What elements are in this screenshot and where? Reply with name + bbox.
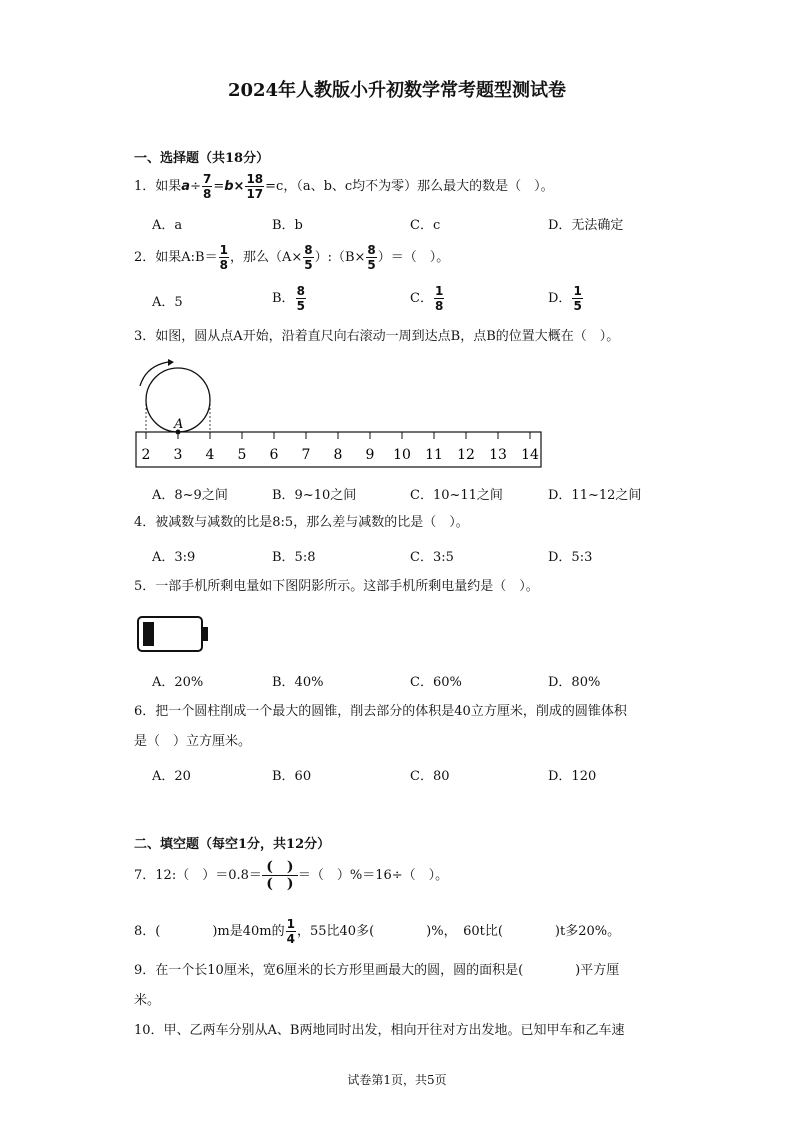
section-heading-choice: 一、选择题（共18分） [134, 151, 270, 166]
q1-option-b: B．b [272, 218, 303, 233]
q3-option-a: A．8~9之间 [152, 488, 228, 503]
q2-option-d: D． $\frac{1}{5}$ [548, 284, 582, 313]
q4-option-a: A．3:9 [152, 550, 196, 565]
q5-option-b: B．40% [272, 675, 324, 690]
question-7: 7．12:（ ）＝0.8＝ ( ) ( )＝（ ）%＝16÷（ ）。 [134, 859, 449, 892]
ruler-tick-label: 5 [237, 447, 247, 463]
q3-option-d: D．11~12之间 [548, 488, 642, 503]
ruler-tick-label: 12 [457, 447, 475, 463]
page-footer: 试卷第1页，共5页 [347, 1073, 447, 1087]
battery-terminal [203, 627, 208, 641]
point-a-label: A [174, 417, 184, 432]
q5-option-c: C．60% [410, 675, 462, 690]
question-5: 5．一部手机所剩电量如下图阴影所示。这部手机所剩电量约是（ ）。 [134, 579, 539, 594]
ruler-tick-label: 13 [489, 447, 507, 463]
ruler-tick-label: 11 [425, 447, 443, 463]
question-3: 3．如图，圆从点A开始，沿着直尺向右滚动一周到达点B，点B的位置大概在（ ）。 [134, 329, 620, 344]
q3-option-c: C．10~11之间 [410, 488, 503, 503]
ruler-tick-label: 3 [173, 447, 183, 463]
ruler-tick-label: 4 [205, 447, 215, 463]
q5-option-a: A．20% [152, 675, 204, 690]
ruler-tick-label: 2 [141, 447, 151, 463]
q1-option-a: A．a [152, 218, 183, 233]
question-4: 4．被减数与减数的比是8:5，那么差与减数的比是（ ）。 [134, 515, 469, 530]
q6-option-b: B．60 [272, 769, 312, 784]
q6-option-d: D．120 [548, 769, 597, 784]
ruler-ticks [142, 432, 539, 463]
ruler-tick-label: 10 [393, 447, 411, 463]
q4-option-d: D．5:3 [548, 550, 593, 565]
rolling-circle-ruler-figure [126, 358, 546, 470]
question-9-line-2: 米。 [134, 993, 161, 1008]
question-8: 8．( )m是40m的 $\frac{1}{4}$ ，55比40多( )%， 60t比( )t多20%。 [134, 917, 621, 946]
q2-option-a: A．5 [152, 295, 183, 310]
question-6-line-2: 是（ ）立方厘米。 [134, 734, 252, 749]
ruler-tick-label: 8 [333, 447, 343, 463]
q4-option-b: B．5:8 [272, 550, 316, 565]
battery-figure [136, 615, 212, 653]
ruler-tick-label: 7 [301, 447, 311, 463]
q1-option-c: C．c [410, 218, 441, 233]
question-1: 1．如果a÷ $\frac{7}{8}$ =b× $\frac{18}{17}$ =c，（a、b、c均不为零）那么最大的数是（ ）。 [134, 172, 554, 201]
q4-option-c: C．3:5 [410, 550, 454, 565]
battery-charge-fill [143, 622, 154, 646]
q2-option-b: B． $\frac{8}{5}$ [272, 284, 305, 313]
q6-option-a: A．20 [152, 769, 191, 784]
ruler-tick-label: 9 [365, 447, 375, 463]
q5-option-d: D．80% [548, 675, 601, 690]
q6-option-c: C．80 [410, 769, 450, 784]
q1-option-d: D．无法确定 [548, 218, 624, 233]
question-10-line-1: 10．甲、乙两车分别从A、B两地同时出发，相向开往对方出发地。已知甲车和乙车速 [134, 1023, 625, 1038]
q3-option-b: B．9~10之间 [272, 488, 357, 503]
question-2: 2．如果A:B＝ $\frac{1}{8}$ ，那么（A× $\frac{8}{5}$ ）:（B× $\frac{8}{5}$ ）＝（ ）。 [134, 243, 450, 272]
question-9-line-1: 9．在一个长10厘米，宽6厘米的长方形里画最大的圆，圆的面积是( )平方厘 [134, 963, 620, 978]
ruler-tick-label: 14 [521, 447, 539, 463]
section-heading-fill: 二、填空题（每空1分，共12分） [134, 837, 331, 852]
rotation-arrow-icon [140, 362, 168, 386]
question-6-line-1: 6．把一个圆柱削成一个最大的圆锥，削去部分的体积是40立方厘米，削成的圆锥体积 [134, 704, 627, 719]
ruler-tick-label: 6 [269, 447, 279, 463]
q2-option-c: C． $\frac{1}{8}$ [410, 284, 444, 313]
page-title: 2024年人教版小升初数学常考题型测试卷 [227, 80, 567, 101]
